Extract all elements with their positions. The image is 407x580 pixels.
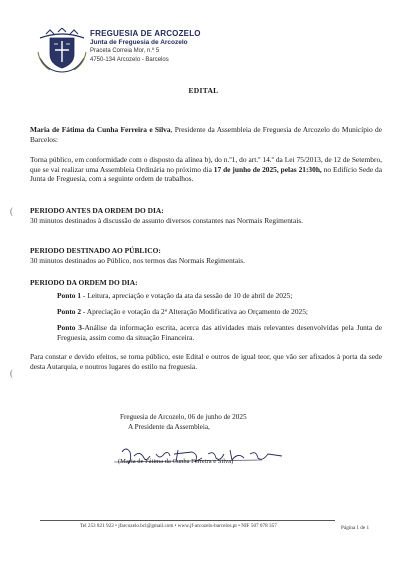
agenda-item-1-text: - Leitura, apreciação e votação da ata da sessão de 10 de abril de 2025; bbox=[81, 291, 293, 300]
document-heading: EDITAL bbox=[188, 86, 219, 95]
agenda-item-1 bbox=[57, 291, 382, 301]
footer-divider bbox=[40, 520, 335, 521]
margin-mark: ( bbox=[10, 206, 13, 216]
section-ordem-heading: PERIODO DA ORDEM DO DIA: bbox=[30, 278, 138, 287]
place-date: Freguesia de Arcozelo, 06 de junho de 2025 bbox=[120, 413, 247, 421]
section-antes-heading: PERIODO ANTES DA ORDEM DO DIA: bbox=[30, 206, 164, 215]
author-name: Maria de Fátima da Cunha Ferreira e Silva bbox=[30, 125, 171, 134]
parish-crest-logo bbox=[36, 28, 88, 74]
agenda-item-2 bbox=[57, 307, 382, 317]
agenda-item-3 bbox=[57, 323, 382, 343]
section-publico-heading: PERIODO DESTINADO AO PÚBLICO: bbox=[30, 246, 161, 255]
letterhead bbox=[90, 29, 201, 65]
letterhead-subtitle: Junta de Freguesia de Arcozelo bbox=[90, 39, 188, 46]
announcement-paragraph bbox=[30, 155, 382, 184]
signer-name: (Maria de Fátima da Cunha Ferreira e Silva) bbox=[118, 458, 234, 465]
announcement-text-b: no Edifício Sede da Junta de Freguesia, com a seguinte ordem de trabalhos. bbox=[30, 164, 382, 184]
letterhead-address-2: 4750-134 Arcozelo - Barcelos bbox=[90, 57, 169, 63]
agenda-item-3-text: -Análise da informação escrita, acerca das atividades mais relevantes desenvolvidas pela Junta de Freguesia, assim como da situação Financeira. bbox=[57, 323, 382, 342]
announcement-text-a: Torna público, em conformidade com o disposto da alínea b), do n.º1, do art.º 14.º da Lei 75/2013, de 12 de Setembro, que se vai realizar uma Assembleia Ordinária no próximo dia bbox=[30, 155, 382, 174]
intro-rest: , Presidente da Assembleia de Freguesia de Arcozelo do Município de Barcelos: bbox=[30, 125, 382, 144]
intro-paragraph bbox=[30, 125, 382, 144]
margin-mark: ( bbox=[10, 368, 13, 378]
meeting-datetime: 17 de junho de 2025, pelas 21:30h, bbox=[213, 164, 322, 174]
agenda-item-2-label: Ponto 2 bbox=[57, 307, 82, 316]
agenda-item-3-label: Ponto 3 bbox=[57, 323, 82, 332]
section-antes-text: 30 minutos destinados à discussão de assunto diversos constantes nas Normais Regimentais. bbox=[30, 215, 304, 225]
section-publico bbox=[30, 246, 382, 265]
section-antes bbox=[30, 206, 382, 225]
letterhead-address-1: Praceta Correia Mor, n.º 5 bbox=[90, 48, 160, 54]
agenda-item-2-text: - Apreciação e votação da 2ª Alteração Modificativa ao Orçamento de 2025; bbox=[81, 307, 308, 316]
agenda-item-1-label: Ponto 1 bbox=[57, 291, 82, 300]
letterhead-title: FREGUESIA DE ARCOZELO bbox=[90, 29, 201, 38]
closing-paragraph: Para constar e devido efeitos, se torna público, este Edital e outros de igual teor, que vão ser afixados à porta da sede desta Autarquia, e noutros lugares do estilo na freguesia. bbox=[30, 352, 382, 371]
section-publico-text: 30 minutos destinados ao Público, nos termos das Normais Regimentais. bbox=[30, 255, 245, 265]
footer-contacts: Tel 253 821 922 • jfarcozelo.bcl@gmail.com • www.jf-arcozelo-barcelos.pt • NIF 507 078 357 bbox=[80, 523, 277, 529]
page-number: Página 1 de 1 bbox=[341, 525, 370, 531]
signer-role: A Presidente da Assembleia, bbox=[128, 423, 210, 431]
